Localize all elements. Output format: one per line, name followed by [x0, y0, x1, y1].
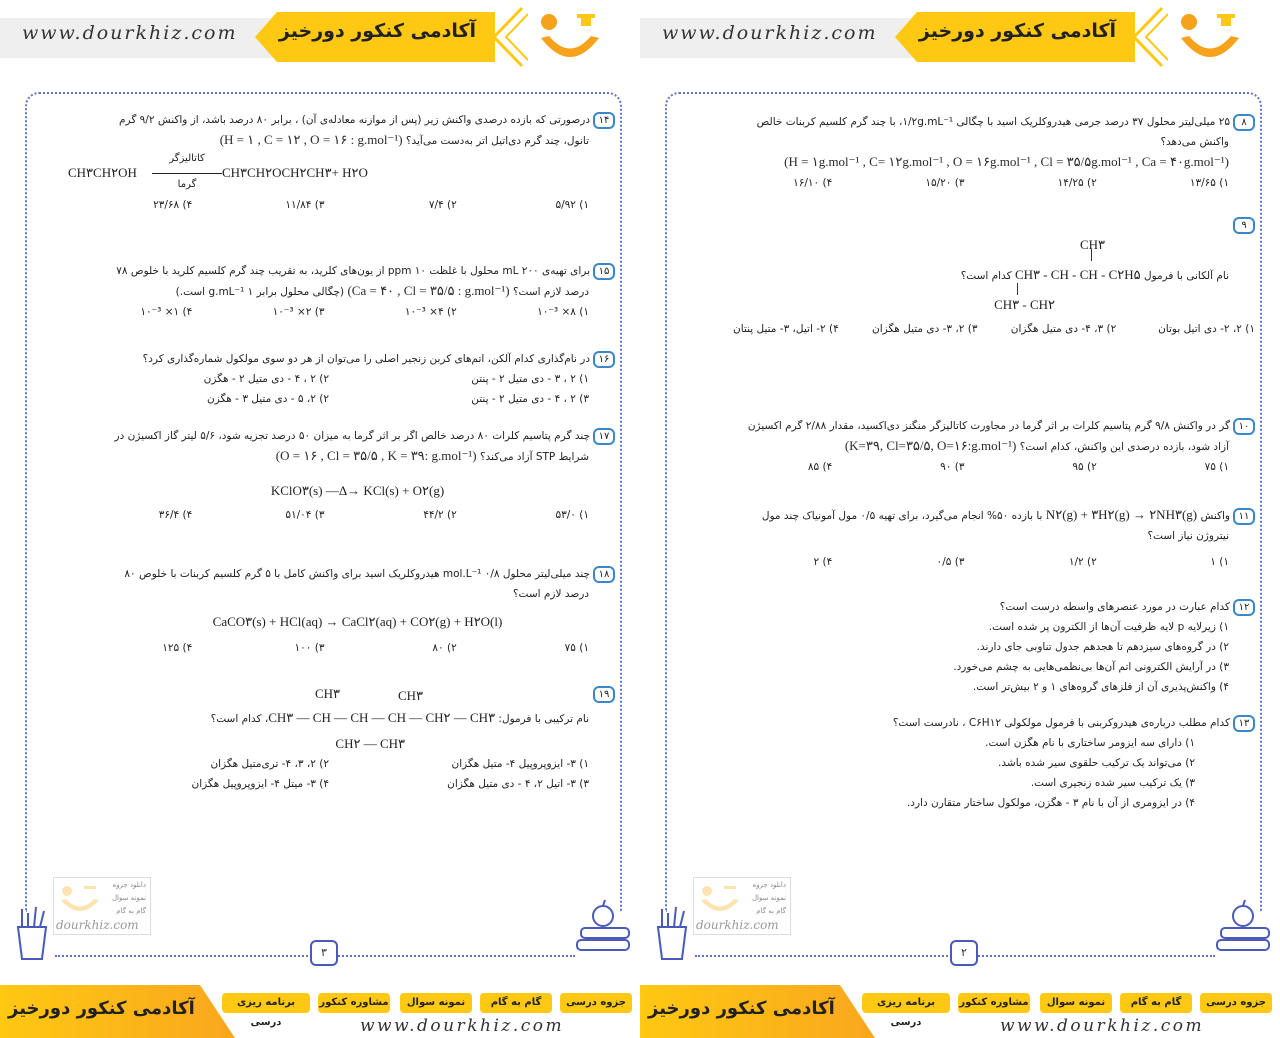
options-row — [60, 389, 615, 409]
branch-top: CH۳ — [397, 688, 423, 703]
options — [700, 319, 1255, 339]
question-text: شرایط STP آزاد می‌کند؟ — [479, 451, 589, 463]
option-1[interactable]: ۱) ۸× ۱۰⁻³ — [537, 306, 589, 318]
option-4[interactable]: ۴) ۲ — [813, 556, 833, 568]
question-15 — [60, 261, 615, 322]
pencil-cup-icon — [14, 905, 50, 960]
formula-main: CH۳ - CH - CH - C۲H۵ — [1014, 267, 1141, 282]
chevron-decoration-icon — [1128, 6, 1168, 68]
watermark-text: گام به گام — [116, 907, 146, 915]
footer-url[interactable]: www.dourkhiz.com — [1000, 1016, 1205, 1036]
options — [60, 302, 615, 322]
constants: (K=۳۹, Cl=۳۵/۵, O=۱۶:g.mol⁻¹) — [844, 438, 1017, 453]
option-2[interactable]: ۲) ۲، ۳، ۴- تری‌متیل هگزان — [210, 758, 329, 770]
header-url[interactable]: www.dourkhiz.com — [662, 22, 878, 44]
option-1[interactable]: ۱) ۷۵ — [564, 642, 589, 654]
question-text: نام آلکانی با فرمول — [1143, 270, 1229, 282]
options-row — [60, 774, 615, 794]
watermark-logo — [693, 877, 791, 935]
structural-formula — [700, 235, 1255, 315]
option-3[interactable]: ۳) ۲، ۳- دی متیل هگزان — [872, 323, 978, 335]
question-number: ۱۹ — [593, 686, 615, 703]
footer-tab-study-plan[interactable]: برنامه ریزی درسی — [862, 993, 950, 1013]
question-number: ۸ — [1233, 114, 1255, 131]
option-1[interactable]: ۱) ۱۳/۶۵ — [1189, 177, 1229, 189]
question-text: نام ترکیبی با فرمول: — [498, 713, 589, 725]
watermark-text: دانلود جزوه — [112, 881, 146, 889]
footer-tab-counseling[interactable]: مشاوره کنکور — [318, 993, 390, 1013]
options-row — [60, 369, 615, 389]
option-4[interactable]: ۴) ۲۳/۶۸ — [153, 199, 193, 211]
constants: (H = ۱g.mol⁻¹ , C= ۱۲g.mol⁻¹ , O = ۱۶g.mol⁻¹ , Cl = ۳۵/۵g.mol⁻¹ , Ca = ۴۰g.mol⁻¹) — [784, 154, 1229, 169]
option-4[interactable]: ۴) ۱× ۱۰⁻³ — [140, 306, 193, 318]
option-4[interactable]: ۴) ۱۶/۱۰ — [793, 177, 833, 189]
question-11 — [700, 505, 1255, 572]
question-10 — [700, 416, 1255, 477]
option-4[interactable]: ۲) ۲، ۵ - دی متیل ۳ - هگزن — [207, 393, 329, 405]
watermark-domain: dourkhiz.com — [696, 918, 779, 932]
bond-line — [1091, 249, 1092, 261]
branch-top: CH۳ — [1079, 237, 1105, 252]
books-apple-icon — [575, 898, 633, 960]
pencil-cup-icon — [654, 905, 690, 960]
option-4[interactable]: ۴) ۲- اتیل، ۳- متیل پنتان — [733, 323, 839, 335]
question-text: در نام‌گذاری کدام آلکن، اتم‌های کربن زنجیر اصلی را می‌توان از هر دو سوی مولکول شماره‌گذاری کرد؟ — [142, 353, 590, 365]
option-4[interactable]: ۴) ۳۶/۴ — [158, 509, 193, 521]
question-text: گر در واکنش ۹/۸ گرم پتاسیم کلرات بر اثر گرما در مجاورت کاتالیزگر منگنز دی‌اکسید، مقدار ۲/۸۸ گرم اکسیژن — [747, 420, 1230, 432]
footer-title: آکادمی کنکور دورخیز — [8, 998, 195, 1019]
footer-tab-step-by-step[interactable]: گام به گام — [480, 993, 552, 1013]
option-3[interactable]: ۳) ۳- اتیل ۲، ۴ - دی متیل هگزان — [447, 778, 589, 790]
question-text: چند گرم پتاسیم کلرات ۸۰ درصد خالص اگر بر اثر گرما به میزان ۵۰ درصد تجزیه شود، ۵/۶ لیتر گاز اکسیژن در — [114, 430, 590, 442]
option-2[interactable]: ۲) در گروه‌های سیزدهم تا هجدهم جدول تناوبی جای دارند. — [976, 641, 1229, 653]
branch-top: CH۳ — [314, 686, 340, 701]
option-4[interactable]: ۴) ۸۵ — [807, 461, 833, 473]
option-2[interactable]: ۲) ۱/۲ — [1068, 556, 1097, 568]
option-2[interactable]: ۲) می‌تواند یک ترکیب حلقوی سیر شده باشد. — [998, 757, 1195, 769]
question-text: درصد لازم است؟ — [512, 588, 589, 600]
option-3[interactable]: ۳) ۹۰ — [940, 461, 965, 473]
question-16 — [60, 349, 615, 409]
options — [700, 457, 1255, 477]
footer-tab-study-plan[interactable]: برنامه ریزی درسی — [222, 993, 310, 1013]
smiley-logo-icon — [535, 6, 605, 66]
constants: (H = ۱ , C = ۱۲ , O = ۱۶ : g.mol⁻¹) — [219, 132, 403, 147]
page-number: ۳ — [310, 940, 338, 966]
structural-formula — [60, 684, 615, 751]
question-number: ۱۰ — [1233, 418, 1255, 435]
question-17 — [60, 426, 615, 525]
options — [60, 505, 615, 525]
option-3[interactable]: ۳) ۲× ۱۰⁻³ — [272, 306, 325, 318]
option-1[interactable]: ۱) ۵/۹۲ — [555, 199, 589, 211]
option-4[interactable]: ۴) ۳- میتل ۴- ایزوپروپیل هگزان — [191, 778, 329, 790]
option-2[interactable]: ۲) ۳، ۴- دی متیل هگزان — [1010, 323, 1117, 335]
formula-main: CH۳ — CH — CH — CH — CH۲ — CH۳ — [268, 710, 496, 725]
question-text: نیتروژن نیاز است؟ — [1147, 530, 1229, 542]
question-text: ، کدام است؟ — [210, 713, 269, 725]
header-url[interactable]: www.dourkhiz.com — [22, 22, 238, 44]
footer-tab-step-by-step[interactable]: گام به گام — [1120, 993, 1192, 1013]
question-14 — [60, 110, 615, 215]
question-text: کدام است؟ — [960, 270, 1012, 282]
question-text: برای تهیه‌ی ۲۰۰ mL محلول با غلظت ۱۰ ppm از یون‌های کلرید، به تقریب چند گرم کلسیم کلرید با خلوص ۷۸ — [116, 265, 590, 277]
option-1[interactable]: ۱) ۷۵ — [1204, 461, 1229, 473]
footer-tab-counseling[interactable]: مشاوره کنکور — [958, 993, 1030, 1013]
footer-tab-sample-questions[interactable]: نمونه سوال — [400, 993, 472, 1013]
option-4[interactable]: ۴) ۱۲۵ — [162, 642, 193, 654]
question-number: ۱۵ — [593, 263, 615, 280]
watermark-smiley-icon — [698, 882, 742, 916]
question-text: کدام مطلب درباره‌ی هیدروکربنی با فرمول مولکولی C۶H۱۲ ، نادرست است؟ — [892, 717, 1230, 729]
question-text: کدام عبارت در مورد عنصرهای واسطه درست است؟ — [999, 601, 1230, 613]
question-text: آزاد شود، بازده درصدی این واکنش، کدام است؟ — [1019, 441, 1229, 453]
option-3[interactable]: ۳) ۱۰۰ — [294, 642, 325, 654]
question-text: واکنش می‌دهد؟ — [1160, 136, 1229, 148]
watermark-text: دانلود جزوه — [752, 881, 786, 889]
branch-bottom: CH۲ — CH۳ — [335, 736, 405, 751]
watermark-domain: dourkhiz.com — [56, 918, 139, 932]
footer-tab-booklets[interactable]: جزوه درسی — [560, 993, 632, 1013]
option-3[interactable]: ۳) ۱۵/۲۰ — [925, 177, 965, 189]
question-text: واکنش — [1200, 510, 1230, 522]
reaction-equation — [60, 151, 615, 195]
footer-tab-booklets[interactable]: جزوه درسی — [1200, 993, 1272, 1013]
arrow-icon — [152, 173, 222, 174]
option-3[interactable]: ۳) ۰/۵ — [936, 556, 965, 568]
question-number: ۱۱ — [1233, 508, 1255, 525]
constants: (O = ۱۶ , Cl = ۳۵/۵ , K = ۳۹: g.mol⁻¹) — [275, 448, 477, 463]
question-text: با بازده ۵۰% انجام می‌گیرد، برای تهیه ۰/۵ مول آمونیاک چند مول — [761, 510, 1043, 522]
options — [700, 173, 1255, 193]
reactant: CH۳CH۲OH — [68, 165, 137, 180]
option-3[interactable]: ۳) یک ترکیب سیر شده زنجیری است. — [1030, 777, 1195, 789]
option-2[interactable]: ۲) ۹۵ — [1072, 461, 1097, 473]
bond-line — [1017, 283, 1018, 295]
watermark-text: نمونه سوال — [751, 894, 786, 902]
constants: (Ca = ۴۰ , Cl = ۳۵/۵ : g.mol⁻¹) — [347, 283, 510, 298]
question-number: ۹ — [1233, 217, 1255, 234]
watermark-smiley-icon — [58, 882, 102, 916]
question-number: ۱۸ — [593, 566, 615, 583]
question-8 — [700, 112, 1255, 193]
option-2[interactable]: ۲) ۲ ، ۴ - دی متیل ۲ - هگزن — [203, 373, 329, 385]
options-row — [60, 754, 615, 774]
option-2[interactable]: ۲) ۱۴/۲۵ — [1057, 177, 1097, 189]
options — [60, 195, 615, 215]
option-4[interactable]: ۴) در ایزومری از آن با نام ۳ - هگزن، مولکول ساختار متقارن دارد. — [906, 797, 1195, 809]
footer-title: آکادمی کنکور دورخیز — [648, 998, 835, 1019]
question-text: ۲۵ میلی‌لیتر محلول ۳۷ درصد جرمی هیدروکلریک اسید با چگالی ‎۱/۲g.mL⁻¹‎، با چند گرم کلسیم کربنات خالص — [756, 116, 1230, 128]
smiley-logo-icon — [1175, 6, 1245, 66]
header-title: آکادمی کنکور دورخیز — [278, 20, 477, 42]
branch-bottom: CH۳ - CH۲ — [994, 297, 1055, 312]
option-3[interactable]: ۳) در آرایش الکترونی اتم آن‌ها بی‌نظمی‌هایی به چشم می‌خورد. — [953, 661, 1229, 673]
option-3[interactable]: ۳) ۵۱/۰۴ — [285, 509, 325, 521]
option-1[interactable]: ۱) ۳- ایزوپروپیل ۴- متیل هگزان — [451, 758, 589, 770]
option-3[interactable]: ۳) ۱۱/۸۴ — [285, 199, 325, 211]
question-9 — [700, 215, 1255, 339]
question-number: ۱۳ — [1233, 715, 1255, 732]
chevron-decoration-icon — [488, 6, 528, 68]
question-number: ۱۶ — [593, 351, 615, 368]
options — [700, 552, 1255, 572]
option-3[interactable]: ۳) ۲ ، ۴ - دی متیل ۲ - پنتن — [471, 393, 589, 405]
catalyst-label: کاتالیزگر — [169, 153, 205, 164]
heat-label: گرما — [177, 179, 197, 190]
option-1[interactable]: ۱) ۲ ، ۳ - دی متیل ۲ - پنتن — [471, 373, 589, 385]
watermark-text: نمونه سوال — [111, 894, 146, 902]
option-1[interactable]: ۱) ۵۳/۰ — [555, 509, 589, 521]
option-1[interactable]: ۱) دارای سه ایزومر ساختاری با نام هگزن است. — [985, 737, 1195, 749]
option-1[interactable]: ۱) ۲، ۲- دی اتیل بوتان — [1158, 323, 1255, 335]
question-text: تانول، چند گرم دی‌اتیل اتر به‌دست می‌آید؟ — [405, 135, 589, 147]
question-19 — [60, 684, 615, 794]
footer-tab-sample-questions[interactable]: نمونه سوال — [1040, 993, 1112, 1013]
density-note: (چگالی محلول برابر ۱ g.mL⁻¹ است.) — [175, 286, 345, 298]
options — [60, 638, 615, 658]
watermark-logo — [53, 877, 151, 935]
footer-url[interactable]: www.dourkhiz.com — [360, 1016, 565, 1036]
option-2[interactable]: ۲) ۸۰ — [432, 642, 457, 654]
option-2[interactable]: ۲) ۴۴/۲ — [423, 509, 457, 521]
option-2[interactable]: ۲) ۷/۴ — [428, 199, 457, 211]
reaction-equation: CaCO۳(s) + HCl(aq) → CaCl۲(aq) + CO۲(g) + H۲O(l) — [212, 614, 503, 629]
question-number: ۱۲ — [1233, 599, 1255, 616]
option-2[interactable]: ۲) ۴× ۱۰⁻³ — [404, 306, 457, 318]
reaction-equation: KClO۳(s) ―Δ→ KCl(s) + O۲(g) — [270, 483, 445, 498]
option-4[interactable]: ۴) واکنش‌پذیری آن از فلزهای گروه‌های ۱ و ۲ بیش‌تر است. — [972, 681, 1229, 693]
reaction-equation: N۲(g) + ۳H۲(g) → ۲NH۳(g) — [1045, 507, 1198, 522]
question-text: درصورتی که بازده درصدی واکنش زیر (پس از موازنه معادله‌ی آن) ، برابر ۸۰ درصد باشد، از واکنش ۹/۲ گرم — [119, 114, 590, 126]
question-text: چند میلی‌لیتر محلول ۰/۸ mol.L⁻¹ هیدروکلریک اسید برای واکنش کامل با ۵ گرم کلسیم کربنات با خلوص ۸۰ — [124, 568, 590, 580]
question-number: ۱۷ — [593, 428, 615, 445]
watermark-text: گام به گام — [756, 907, 786, 915]
question-number: ۱۴ — [593, 112, 615, 129]
question-text: درصد لازم است؟ — [512, 286, 589, 298]
option-1[interactable]: ۱) ۱ — [1210, 556, 1229, 568]
question-12 — [700, 597, 1255, 697]
products: CH۳CH۲OCH۲CH۳+ H۲O — [222, 165, 368, 180]
page-2 — [640, 0, 1280, 1038]
header-title: آکادمی کنکور دورخیز — [918, 20, 1117, 42]
books-apple-icon — [1215, 898, 1273, 960]
option-1[interactable]: ۱) زیرلایه p لایه ظرفیت آن‌ها از الکترون پر شده است. — [988, 621, 1229, 633]
question-13 — [700, 713, 1255, 813]
page-number: ۲ — [950, 940, 978, 966]
question-18 — [60, 564, 615, 658]
